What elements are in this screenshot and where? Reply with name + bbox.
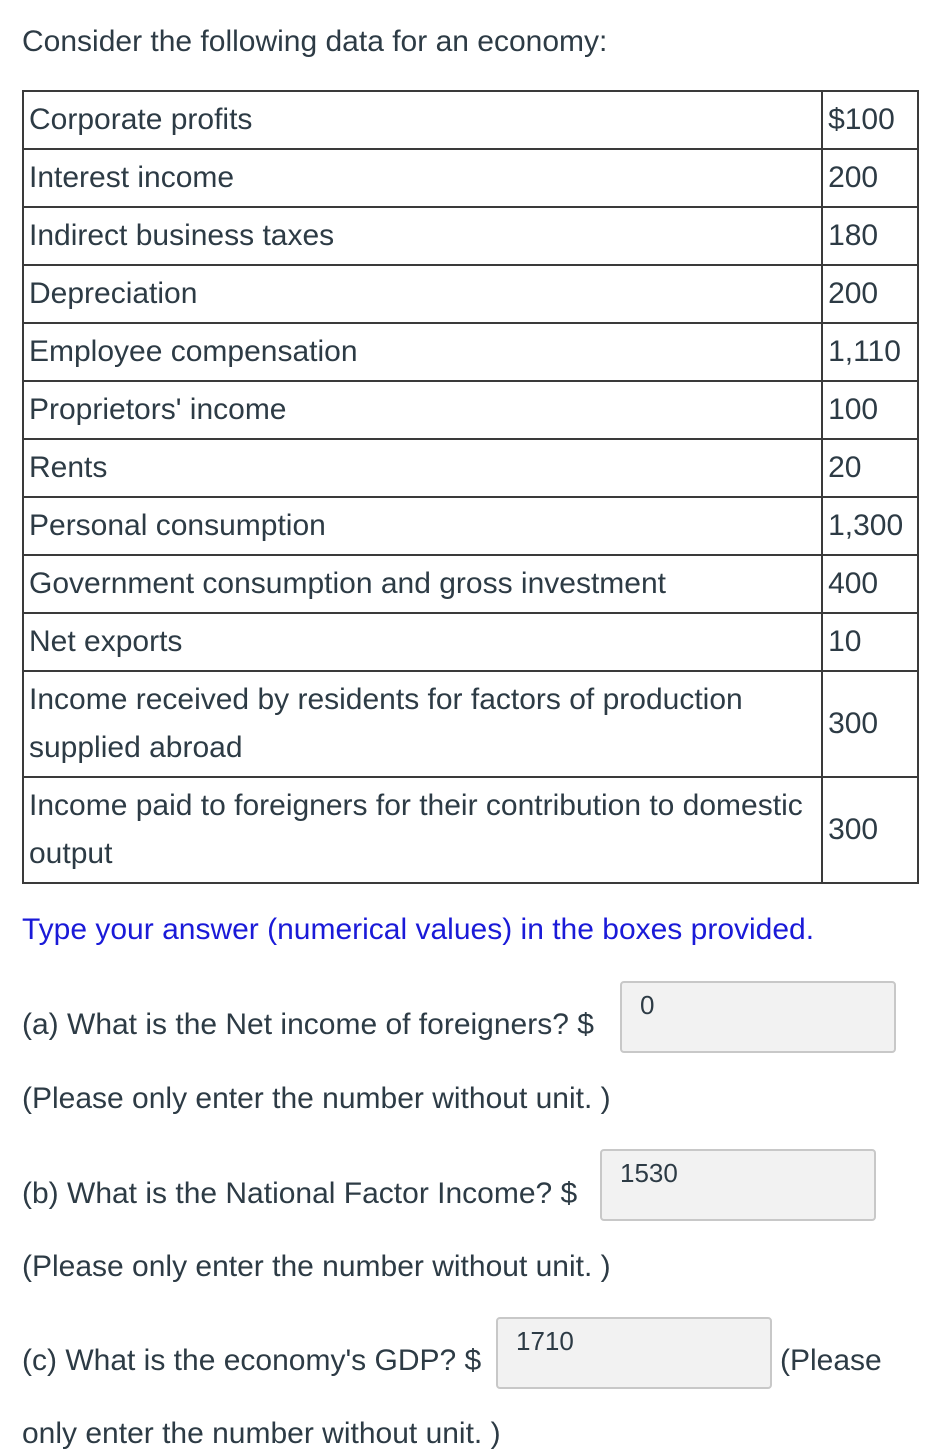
table-row (23, 149, 918, 207)
table-row (23, 671, 918, 777)
row-label: Income paid to foreigners for their contribution to domestic output (23, 777, 822, 883)
question-a-note: (Please only enter the number without unit. ) (22, 1082, 611, 1115)
row-label: Net exports (23, 613, 822, 671)
table-row (23, 439, 918, 497)
question-a-text: (a) What is the Net income of foreigners? $ (22, 1008, 594, 1041)
row-value: 100 (822, 381, 918, 439)
answer-b-input[interactable] (600, 1149, 876, 1221)
question-b-text: (b) What is the National Factor Income? $ (22, 1177, 578, 1210)
table-row (23, 207, 918, 265)
table-row (23, 91, 918, 149)
question-c-note-part2: only enter the number without unit. ) (22, 1417, 501, 1450)
intro-text: Consider the following data for an economy: (22, 25, 608, 58)
table-row (23, 497, 918, 555)
row-label: Personal consumption (23, 497, 822, 555)
row-label: Employee compensation (23, 323, 822, 381)
instruction-text: Type your answer (numerical values) in the boxes provided. (22, 913, 815, 946)
row-value: 10 (822, 613, 918, 671)
row-value: 1,110 (822, 323, 918, 381)
row-label: Interest income (23, 149, 822, 207)
row-label: Proprietors' income (23, 381, 822, 439)
row-label: Income received by residents for factors of production supplied abroad (23, 671, 822, 777)
row-value: 180 (822, 207, 918, 265)
question-b-note: (Please only enter the number without unit. ) (22, 1250, 611, 1283)
row-label: Corporate profits (23, 91, 822, 149)
question-c-note-part1: (Please (780, 1344, 882, 1377)
table-row (23, 555, 918, 613)
economy-data-table (22, 90, 919, 884)
row-value: 20 (822, 439, 918, 497)
row-label: Rents (23, 439, 822, 497)
row-label: Indirect business taxes (23, 207, 822, 265)
row-label: Government consumption and gross investment (23, 555, 822, 613)
answer-a-input[interactable] (620, 981, 896, 1053)
answer-c-input[interactable] (496, 1317, 772, 1389)
row-value: 400 (822, 555, 918, 613)
table-row (23, 323, 918, 381)
table-row (23, 777, 918, 883)
row-label: Depreciation (23, 265, 822, 323)
row-value: 300 (822, 777, 918, 883)
row-value: 300 (822, 671, 918, 777)
table-row (23, 265, 918, 323)
table-row (23, 613, 918, 671)
row-value: 200 (822, 149, 918, 207)
question-c-text: (c) What is the economy's GDP? $ (22, 1344, 482, 1377)
row-value: $100 (822, 91, 918, 149)
table-row (23, 381, 918, 439)
row-value: 1,300 (822, 497, 918, 555)
row-value: 200 (822, 265, 918, 323)
